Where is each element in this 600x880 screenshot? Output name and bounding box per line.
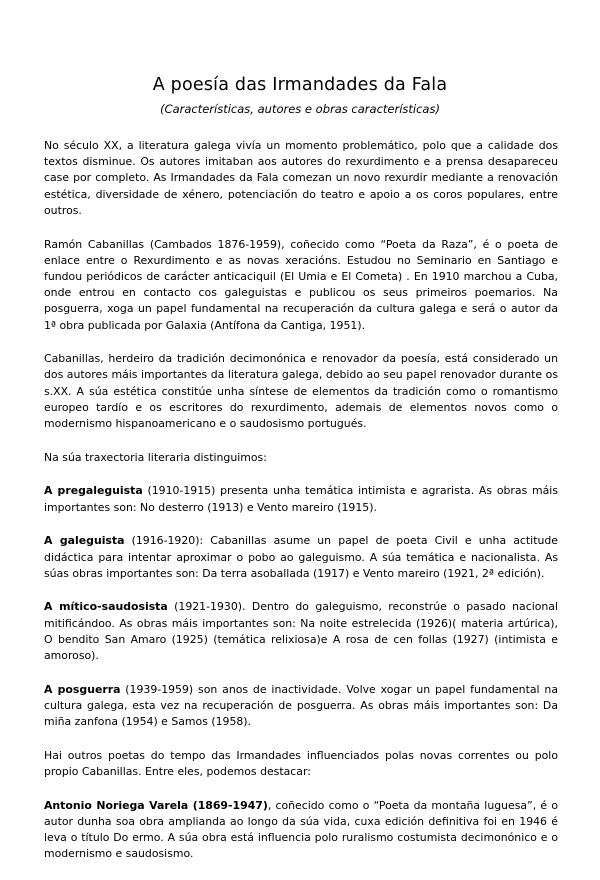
- stage-text-pregaleguista: (1910-1915) presenta unha temática intimista e agrarista. As obras máis importantes son: No desterro (1913) e Vento mareiro (1915).: [44, 484, 559, 514]
- paragraph-stage-posguerra: [44, 682, 558, 731]
- author-text-noriega-varela: , coñecido como o “Poeta da montaña luguesa”, é o autor dunha soa obra amplianda ao longo da súa vida, cuxa edición definitiva foi en 1946 é leva o título Do ermo. A súa obra está influencia polo ruralismo costumista decimonónico e o modernismo e saudosismo.: [44, 798, 558, 861]
- author-heading-noriega-varela: Antonio Noriega Varela (1869-1947): [44, 798, 268, 812]
- stage-heading-galeguista: A galeguista: [44, 534, 125, 548]
- paragraph-traxectoria-intro: Na súa traxectoria literaria distinguimos:: [44, 450, 267, 464]
- stage-heading-mitico-saudosista: A mítico-saudosista: [44, 600, 168, 614]
- paragraph-intro: No século XX, a literatura galega vivía un momento problemático, polo que a calidade dos textos disminue. Os autores imitaban aos autores do rexurdimento e a prensa desapareceu case por completo. As Irmandades da Fala comezan un novo rexurdir mediante a renovación estética, diversidade de xénero, potenciación do teatro e apoio a os coros populares, entre outros.: [44, 139, 558, 217]
- stage-heading-pregaleguista: A pregaleguista: [44, 484, 143, 498]
- stage-heading-posguerra: A posguerra: [44, 682, 121, 696]
- stage-text-mitico-saudosista: (1921-1930). Dentro do galeguismo, reconstrúe o pasado nacional mitificándoo. As obras máis importantes son: Na noite estrelecida (1926)( materia artúrica), O bendito San Amaro (1925) (temática relixiosa)e A rosa de cen follas (1927) (intimista e amoroso).: [44, 600, 558, 663]
- paragraph-stage-galeguista: [44, 533, 558, 582]
- stage-text-galeguista: (1916-1920): Cabanillas asume un papel de poeta Civil e unha actitude didáctica para intentar aproximar o pobo ao galeguismo. A súa temática e nacionalista. As súas obras importantes son: Da terra asoballada (1917) e Vento mareiro (1921, 2ª edición).: [44, 534, 558, 580]
- stage-text-posguerra: (1939-1959) son anos de inactividade. Volve xogar un papel fundamental na cultura galega, esta vez na recuperación de posguerra. As obras máis importantes son: Da miña zanfona (1954) e Samos (1958).: [44, 682, 558, 729]
- paragraph-stage-mitico-saudosista: [44, 599, 558, 664]
- paragraph-other-poets: Hai outros poetas do tempo das Irmandades influenciados polas novas correntes ou polo propio Cabanillas. Entre eles, podemos destacar:: [44, 748, 558, 779]
- document-body: [44, 138, 558, 880]
- paragraph-cabanillas-importance: Cabanillas, herdeiro da tradición decimonónica e renovador da poesía, está considerado un dos autores máis importantes da literatura galega, debido ao seu papel renovador durante os s.XX. A súa estética constitúe unha síntese de elementos da tradición como o romantismo europeo tardío e os escritores do rexurdimento, ademais de elementos novos como o modernismo hispanoamericano e o saudosismo portugués.: [44, 352, 558, 431]
- page-title: A poesía das Irmandades da Fala: [152, 75, 448, 95]
- paragraph-noriega-varela: [44, 798, 558, 863]
- page-subtitle: (Características, autores e obras características): [160, 102, 440, 116]
- paragraph-stage-pregaleguista: [44, 483, 558, 515]
- paragraph-cabanillas-bio: Ramón Cabanillas (Cambados 1876-1959), coñecido como “Poeta da Raza”, é o poeta de enlace entre o Rexurdimento e as novas xeracións. Estudou no Seminario en Santiago e fundou periódicos de carácter anticaciquil (El Umia e El Cometa) . En 1910 marchou a Cuba, onde entrou en contacto cos galeguistas e publicou os seus primeiros poemarios. Na posguerra, xoga un papel fundamental na recuperación da cultura galega e será o autor da 1ª obra publicada por Galaxia (Antífona da Cantiga, 1951).: [44, 237, 558, 332]
